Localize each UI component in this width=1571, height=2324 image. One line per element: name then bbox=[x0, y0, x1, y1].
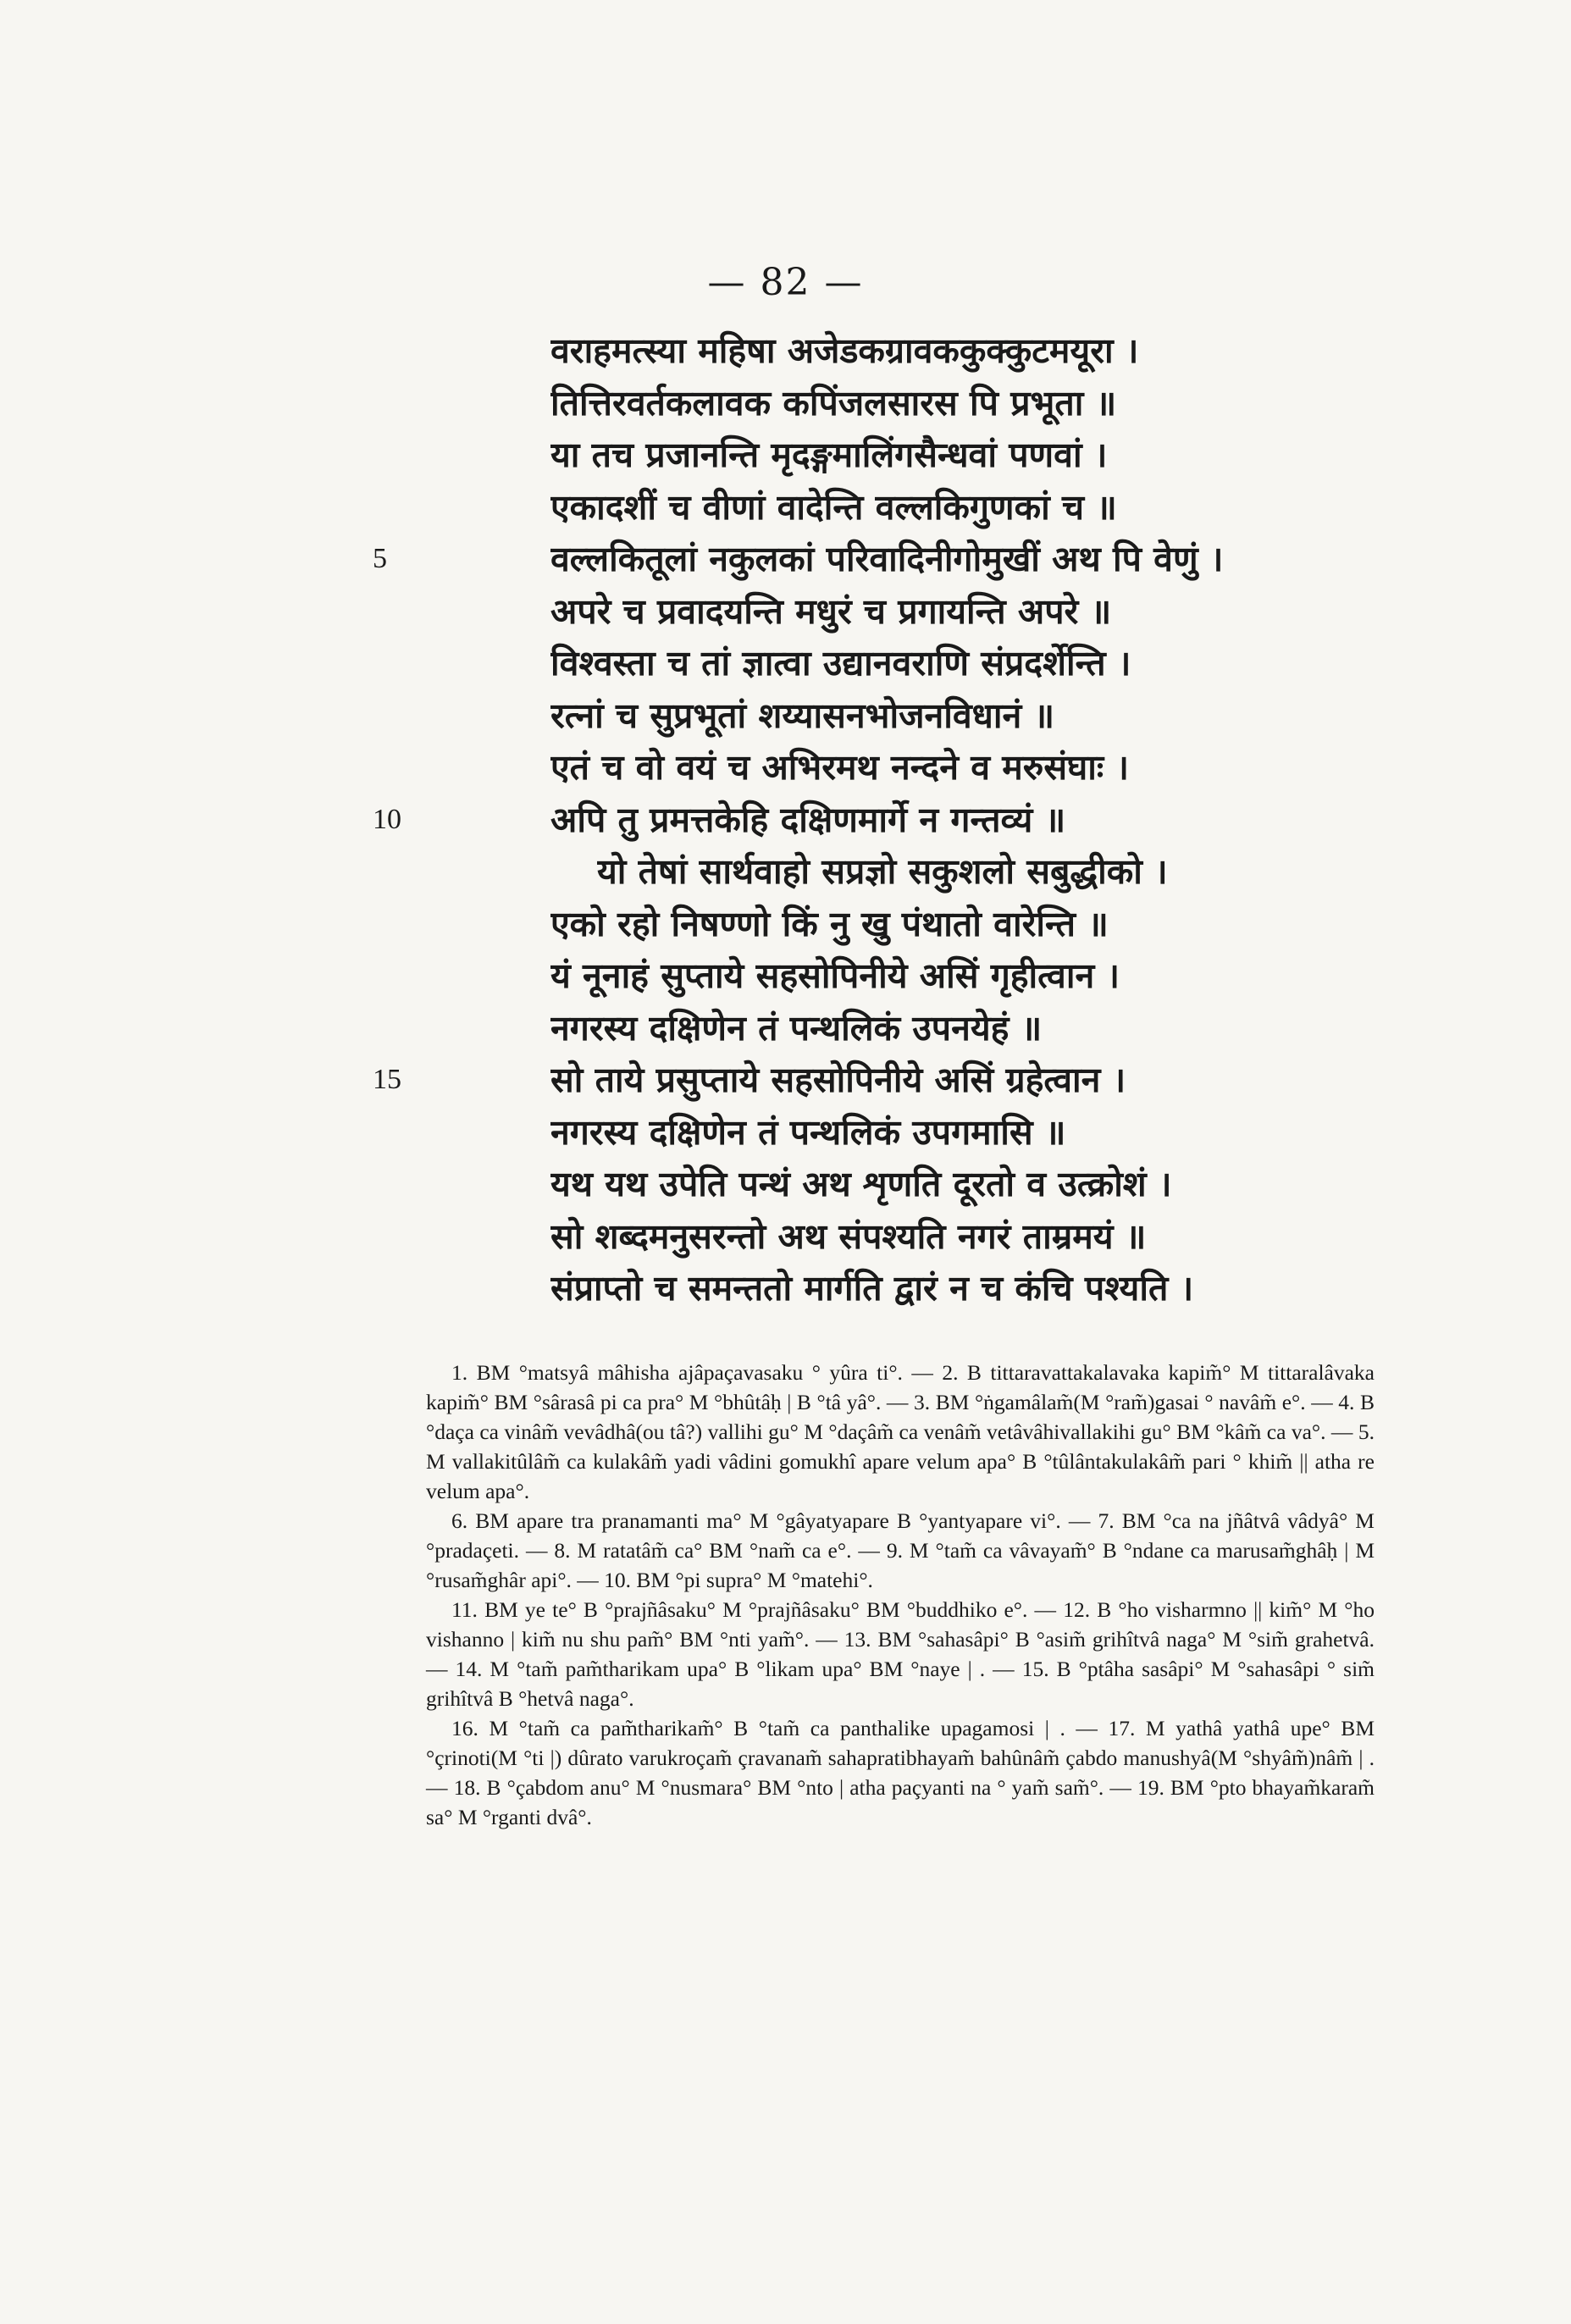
footnote-paragraph: 11. BM ye te° B °prajñâsaku° M °prajñâsaku° BM °buddhiko e°. — 12. B °ho visharmno || kim̃° M °ho vishanno | kim̃ nu shu pam̃° BM °nti yam̃°. — 13. BM °sahasâpi° B °asim̃ grihîtvâ naga° M °sim̃ grahetvâ. — 14. M °tam̃ pam̃tharikam upa° B °likam upa° BM °naye | . — 15. B °ptâha sasâpi° M °sahasâpi ° sim̃ grihîtvâ B °hetvâ naga°. bbox=[426, 1597, 1375, 1711]
page-number: — 82 — bbox=[707, 261, 864, 304]
verse-line: यो तेषां सार्थवाहो सप्रज्ञो सकुशलो सबुद्धीको । bbox=[597, 851, 1168, 892]
footnote-paragraph: 16. M °tam̃ ca pam̃tharikam̃° B °tam̃ ca panthalike upagamosi | . — 17. M yathâ yathâ upe° BM °çrinoti(M °ti |) dûrato varukroçam̃ çravanam̃ sahapratibhayam̃ bahûnâm̃ çabdo manushyâ(M °shyâm̃)nâm̃ | . — 18. B °çabdom anu° M °nusmara° BM °nto | atha paçyanti na ° yam̃ sam̃°. — 19. BM °pto bhayam̃karam̃ sa° M °rganti dvâ°. bbox=[426, 1716, 1375, 1829]
line-number: 10 bbox=[373, 804, 401, 835]
verse-line: अपि तु प्रमत्तकेहि दक्षिणमार्गे न गन्तव्यं ॥ bbox=[550, 800, 1066, 840]
verse-line: यथ यथ उपेति पन्थं अथ शृणति दूरतो व उत्क्रोशं । bbox=[550, 1164, 1172, 1204]
verse-line: नगरस्य दक्षिणेन तं पन्थलिकं उपगमासि ॥ bbox=[550, 1112, 1066, 1153]
verse-line: विश्वस्ता च तां ज्ञात्वा उद्यानवराणि संप्रदर्शेन्ति । bbox=[550, 643, 1131, 683]
verse-line: सो ताये प्रसुप्ताये सहसोपिनीये असिं ग्रहेत्वान । bbox=[550, 1060, 1126, 1100]
line-number: 5 bbox=[373, 543, 387, 574]
verse-line: या तच प्रजानन्ति मृदङ्गमालिंगसैन्धवां पणवां । bbox=[550, 434, 1108, 475]
footnote-paragraph: 1. BM °matsyâ mâhisha ajâpaçavasaku ° yûra ti°. — 2. B tittaravattakalavaka kapim̃° M tittaralâvaka kapim̃° BM °sârasâ pi ca pra° M °bhûtâḥ | B °tâ yâ°. — 3. BM °ṅgamâlam̃(M °ram̃)gasai ° navâm̃ e°. — 4. B °daça ca vinâm̃ vevâdhâ(ou tâ?) vallihi gu° M °daçâm̃ ca venâm̃ vetâvâhivallakihi gu° BM °kâm̃ ca va°. — 5. M vallakitûlâm̃ ca kulakâm̃ yadi vâdini gomukhî apare velum apa° B °tûlântakulakâm̃ pari ° khim̃ || atha re velum apa°. bbox=[426, 1360, 1375, 1503]
verse-line: यं नूनाहं सुप्ताये सहसोपिनीये असिं गृहीत्वान । bbox=[550, 955, 1120, 996]
verse-line: संप्राप्तो च समन्ततो मार्गति द्वारं न च कंचि पश्यति । bbox=[550, 1268, 1194, 1309]
verse-line: वराहमत्स्या महिषा अजेडकग्रावककुक्कुटमयूरा । bbox=[550, 330, 1139, 371]
footnotes bbox=[426, 1358, 1375, 1832]
verse-line: एकादशीं च वीणां वादेन्ति वल्लकिगुणकां च ॥ bbox=[550, 487, 1117, 528]
line-number: 15 bbox=[373, 1064, 401, 1095]
verse-line: सो शब्दमनुसरन्तो अथ संपश्यति नगरं ताम्रमयं ॥ bbox=[550, 1216, 1147, 1257]
verse-line: रत्नां च सुप्रभूतां शय्यासनभोजनविधानं ॥ bbox=[550, 695, 1055, 736]
verse-line: एतं च वो वयं च अभिरमथ नन्दने व मरुसंघाः । bbox=[550, 747, 1129, 788]
footnote-paragraph: 6. BM apare tra pranamanti ma° M °gâyatyapare B °yantyapare vi°. — 7. BM °ca na jñâtvâ vâdyâ° M °pradaçeti. — 8. M ratatâm̃ ca° BM °nam̃ ca e°. — 9. M °tam̃ ca vâvayam̃° B °ndane ca marusam̃ghâḥ | M °rusam̃ghâr api°. — 10. BM °pi supra° M °matehi°. bbox=[426, 1508, 1375, 1592]
verse-line: नगरस्य दक्षिणेन तं पन्थलिकं उपनयेहं ॥ bbox=[550, 1008, 1043, 1049]
verse-line: एको रहो निषण्णो किं नु खु पंथातो वारेन्ति ॥ bbox=[550, 904, 1109, 944]
verse-line: वल्लकितूलां नकुलकां परिवादिनीगोमुखीं अथ पि वेणुं । bbox=[550, 539, 1224, 579]
verse-line: अपरे च प्रवादयन्ति मधुरं च प्रगायन्ति अपरे ॥ bbox=[550, 591, 1112, 632]
verse-line: तित्तिरवर्तकलावक कपिंजलसारस पि प्रभूता ॥ bbox=[550, 383, 1117, 423]
